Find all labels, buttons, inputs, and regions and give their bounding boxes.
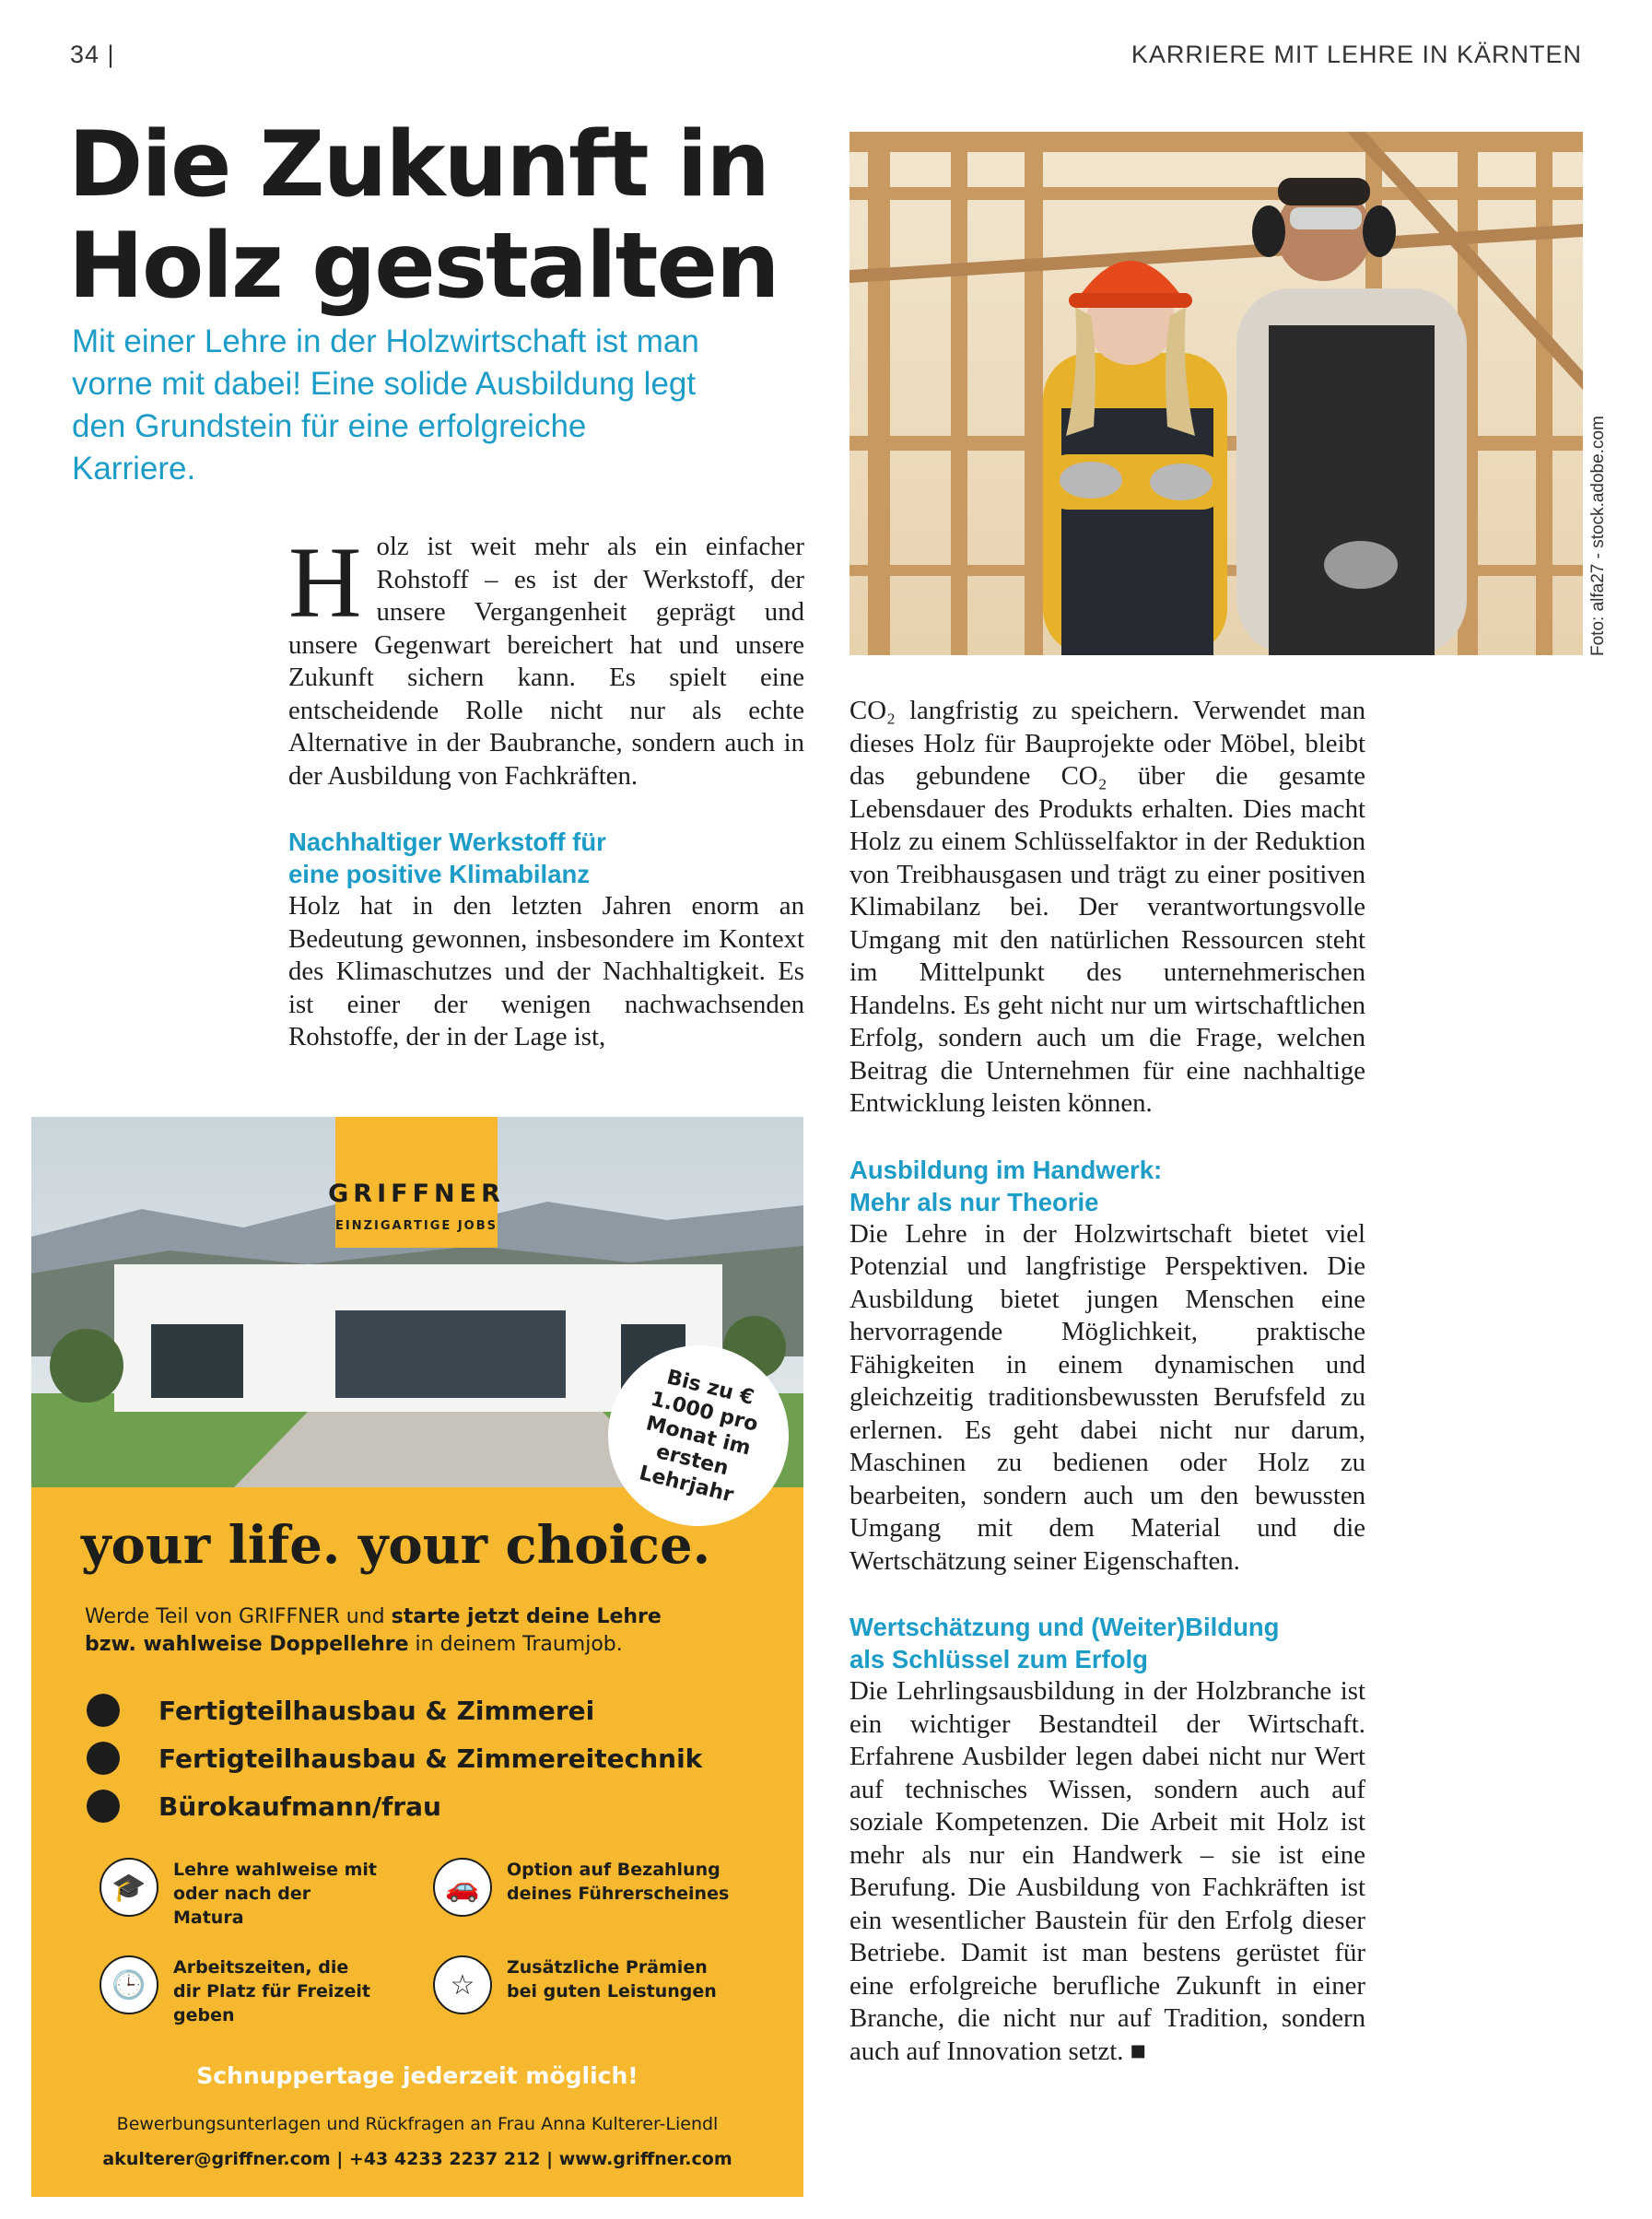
section2-text: Die Lehre in der Holzwirtschaft bietet viel Potenzial und langfristige Perspektiven. Die Ausbildung bietet jungen Menschen eine hervorragende Möglichkeit, praktische Fähigkeiten in einem dynamischen und gleichzeitig traditionsbewussten Berufsfeld zu erlernen. Es geht dabei nicht nur darum, Maschinen zu bedienen oder Holz zu bearbeiten, sondern auch um den bewussten Umgang mit dem Material und die Wertschätzung seiner Eigenschaften. — [849, 1218, 1365, 1576]
griffner-logo-text — [328, 1180, 505, 1248]
headline-line-1: Die Zukunft in — [68, 112, 769, 217]
page-number: 34 | — [70, 41, 115, 68]
headline — [68, 114, 824, 317]
star-icon: ☆ — [433, 1955, 492, 2014]
feature-item — [433, 1955, 765, 2014]
section3-text — [849, 1675, 1365, 2068]
intro-paragraph — [288, 526, 804, 792]
salary-badge-text: Bis zu € 1.000 pro Monat im ersten Lehrjahr — [637, 1365, 761, 1508]
left-column — [288, 526, 804, 1054]
contact-line-1: Bewerbungsunterlagen und Rückfragen an Frau Anna Kulterer-Liendl — [116, 2114, 719, 2134]
feature-item — [100, 1955, 404, 2027]
section3-heading-line-1: Wertschätzung und (Weiter)Bildung — [849, 1613, 1280, 1641]
ad-intro-bold1: starte jetzt deine Lehre — [391, 1605, 662, 1628]
section1-text: Holz hat in den letzten Jahren enorm an Bedeutung gewonnen, insbesondere im Kontext des Klimaschutzes und der Nachhaltigkeit. Es ist einer der wenigen nachwachsenden Rohstoffe, der in der Lage ist, — [288, 891, 804, 1051]
trial-days: Schnuppertage jederzeit möglich! — [196, 2062, 639, 2089]
bullet-icon — [87, 1790, 120, 1823]
car-icon: 🚗 — [433, 1858, 492, 1917]
job-item — [87, 1782, 702, 1830]
bullet-icon — [87, 1742, 120, 1775]
bullet-icon — [87, 1694, 120, 1727]
lead-paragraph: Mit einer Lehre in der Holzwirtschaft ist man vorne mit dabei! Eine solide Ausbildung legt den Grundstein für eine erfolgreiche Karriere. — [72, 323, 699, 487]
section2-heading-line-2: Mehr als nur Theorie — [849, 1187, 1099, 1216]
section1-heading-line-2: eine positive Klimabilanz — [288, 860, 591, 888]
ad-intro — [85, 1603, 767, 1659]
section3-heading-line-2: als Schlüssel zum Erfolg — [849, 1645, 1148, 1673]
job-label: Bürokaufmann/frau — [158, 1790, 441, 1822]
feature-text: Arbeitszeiten, die dir Platz für Freizeit geben — [173, 1957, 370, 2025]
end-mark: ■ — [1130, 2036, 1147, 2066]
ad-intro-part2: in deinem Traumjob. — [408, 1633, 623, 1656]
ad-slogan: your life. your choice. — [81, 1515, 711, 1576]
intro-text: olz ist weit mehr als ein einfacher Rohstoff – es ist der Werkstoff, der unsere Vergangenheit geprägt und unsere Gegenwart bereichert hat und unsere Zukunft sichern kann. Es spielt eine entscheidende Rolle nicht nur als echte Alternative in der Baubranche, sondern auch in der Ausbildung von Fachkräften. — [288, 532, 804, 791]
brand-tagline: EINZIGARTIGE JOBS — [335, 1219, 498, 1233]
right-column — [849, 695, 1365, 2068]
contact-line-2: akulterer@griffner.com | +43 4233 2237 212 | www.griffner.com — [102, 2149, 732, 2169]
section1-heading — [288, 826, 804, 890]
section2-heading-line-1: Ausbildung im Handwerk: — [849, 1155, 1163, 1184]
job-label: Fertigteilhausbau & Zimmerei — [158, 1695, 595, 1726]
graduation-cap-icon: 🎓 — [100, 1858, 158, 1917]
section3-body: Die Lehrlingsausbildung in der Holzbranche ist ein wichtiger Bestandteil der Wirtschaft. Erfahrene Ausbilder legen dabei nicht nur Wert auf technisches Wissen, sondern auch auf soziale Kompetenzen. Die Arbeit mit Holz ist mehr als nur ein Handwerk – sie ist eine Berufung. Die Ausbildung von Fachkräften ist ein wesentlicher Baustein für den Erfolg dieser Betriebe. Damit ist man bestens gerüstet für eine erfolgreiche berufliche Zukunft in einer Branche, die nicht nur auf Tradition, sondern auch auf Innovation setzt. — [849, 1676, 1365, 2066]
headline-line-2: Holz gestalten — [68, 214, 779, 319]
section2-heading — [849, 1154, 1365, 1218]
feature-text: Lehre wahlweise mit oder nach der Matura — [173, 1860, 377, 1928]
ad-intro-part1: Werde Teil von GRIFFNER und — [85, 1605, 392, 1628]
ad-yellow-panel — [31, 1487, 803, 2197]
griffner-logo — [328, 1117, 505, 1248]
brand-name: GRIFFNER — [328, 1180, 505, 1208]
feature-text: Zusätzliche Prämien bei guten Leistungen — [507, 1957, 717, 2002]
section1-heading-line-1: Nachhaltiger Werkstoff für — [288, 828, 606, 856]
job-item — [87, 1686, 702, 1734]
job-list — [87, 1686, 702, 1830]
hero-photo — [849, 132, 1583, 655]
clock-icon: 🕒 — [100, 1955, 158, 2014]
ad-intro-bold2: bzw. wahlweise Doppellehre — [85, 1633, 409, 1656]
feature-text: Option auf Bezahlung deines Führerscheines — [507, 1860, 730, 1904]
construction-workers-image — [849, 132, 1583, 655]
job-label: Fertigteilhausbau & Zimmereitechnik — [158, 1743, 703, 1774]
feature-item — [100, 1858, 404, 1930]
job-item — [87, 1734, 702, 1782]
feature-item — [433, 1858, 765, 1917]
drop-cap: H — [288, 526, 362, 639]
section3-heading — [849, 1611, 1365, 1675]
griffner-advertisement — [31, 1117, 803, 2197]
section1-continued: CO₂ langfristig zu speichern. Verwendet man dieses Holz für Bauprojekte oder Möbel, bleibt das gebundene CO₂ über die gesamte Lebensdauer des Produkts erhalten. Dies macht Holz zu einem Schlüsselfaktor in der Reduktion von Treibhausgasen und trägt zu einer positiven Klimabilanz bei. Der verantwortungsvolle Umgang mit den natürlichen Ressourcen steht im Mittelpunkt des unternehmerischen Handelns. Es geht nicht nur um wirtschaftlichen Erfolg, sondern auch um die Frage, welchen Beitrag die Unternehmen für eine nachhaltige Entwicklung leisten können. — [849, 696, 1365, 1118]
photo-credit-text: Foto: alfa27 - stock.adobe.com — [1588, 416, 1608, 656]
section-title: KARRIERE MIT LEHRE IN KÄRNTEN — [1131, 41, 1582, 68]
